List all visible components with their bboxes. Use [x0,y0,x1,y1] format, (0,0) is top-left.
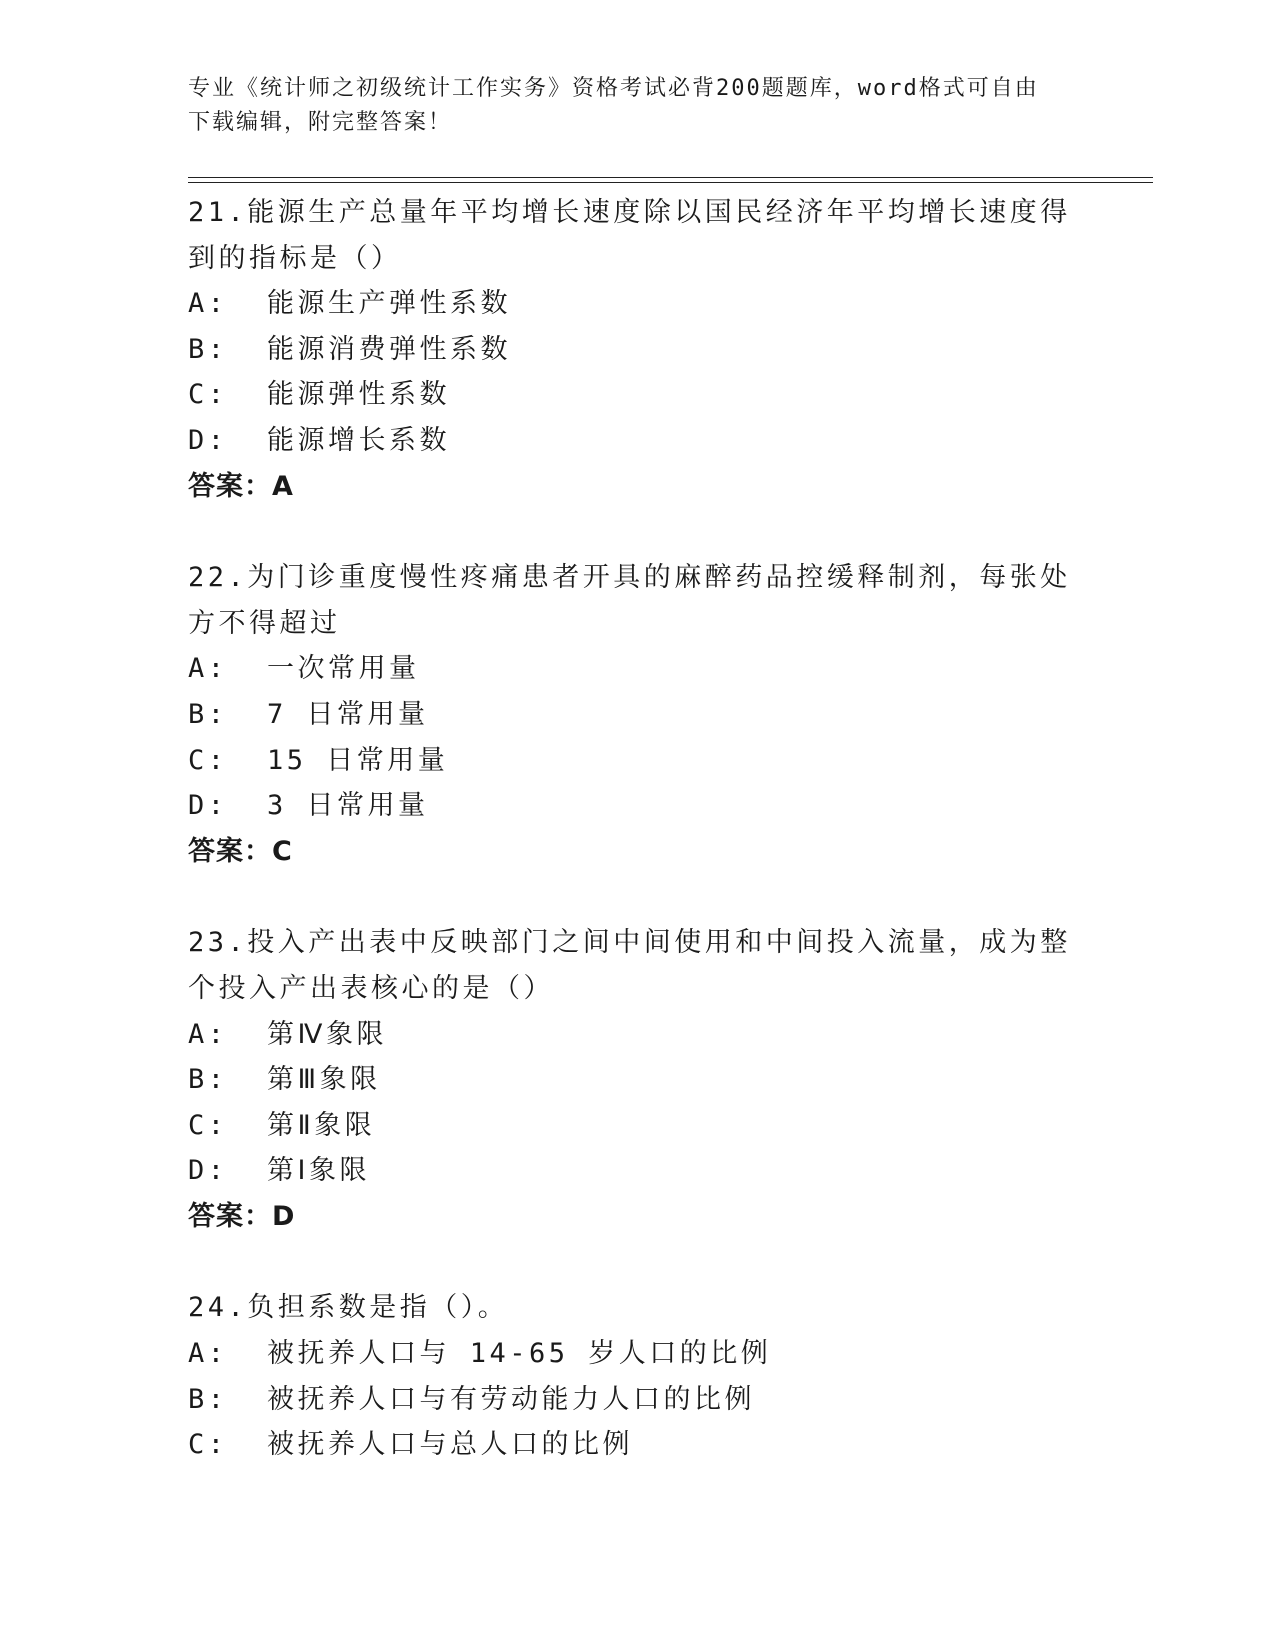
question-21 [188,190,1088,509]
option-d: D: 3 日常用量 [188,790,429,822]
option-d: D: 能源增长系数 [188,424,451,456]
header-line-2: 下载编辑，附完整答案！ [188,110,453,135]
answer: 答案：D [188,1200,296,1232]
question-text: 22.为门诊重度慢性疼痛患者开具的麻醉药品控缓释制剂，每张处方不得超过 [188,562,1071,639]
question-text: 21.能源生产总量年平均增长速度除以国民经济年平均增长速度得到的指标是（） [188,197,1071,274]
answer: 答案：C [188,835,293,867]
question-text: 23.投入产出表中反映部门之间中间使用和中间投入流量，成为整个投入产出表核心的是（） [188,927,1071,1004]
option-b: B: 被抚养人口与有劳动能力人口的比例 [188,1383,756,1415]
question-23 [188,920,1088,1239]
option-b: B: 能源消费弹性系数 [188,333,512,365]
question-list [188,190,1088,1514]
option-c: C: 第Ⅱ象限 [188,1109,376,1141]
option-a: A: 一次常用量 [188,653,420,685]
option-c: C: 被抚养人口与总人口的比例 [188,1429,634,1461]
option-b: B: 第Ⅲ象限 [188,1064,381,1096]
question-text: 24.负担系数是指（）。 [188,1292,509,1324]
option-a: A: 第Ⅳ象限 [188,1018,387,1050]
option-b: B: 7 日常用量 [188,698,429,730]
header-line-1: 专业《统计师之初级统计工作实务》资格考试必背200题题库，word格式可自由 [188,76,1039,101]
question-22 [188,555,1088,874]
option-d: D: 第Ⅰ象限 [188,1155,370,1187]
option-c: C: 15 日常用量 [188,744,449,776]
header-rule-top [188,177,1153,178]
option-a: A: 被抚养人口与 14-65 岁人口的比例 [188,1338,772,1370]
header-rule-bottom [188,182,1153,183]
option-a: A: 能源生产弹性系数 [188,288,512,320]
question-24 [188,1285,1088,1467]
document-header [188,72,1068,140]
option-c: C: 能源弹性系数 [188,379,451,411]
answer: 答案：A [188,470,294,502]
